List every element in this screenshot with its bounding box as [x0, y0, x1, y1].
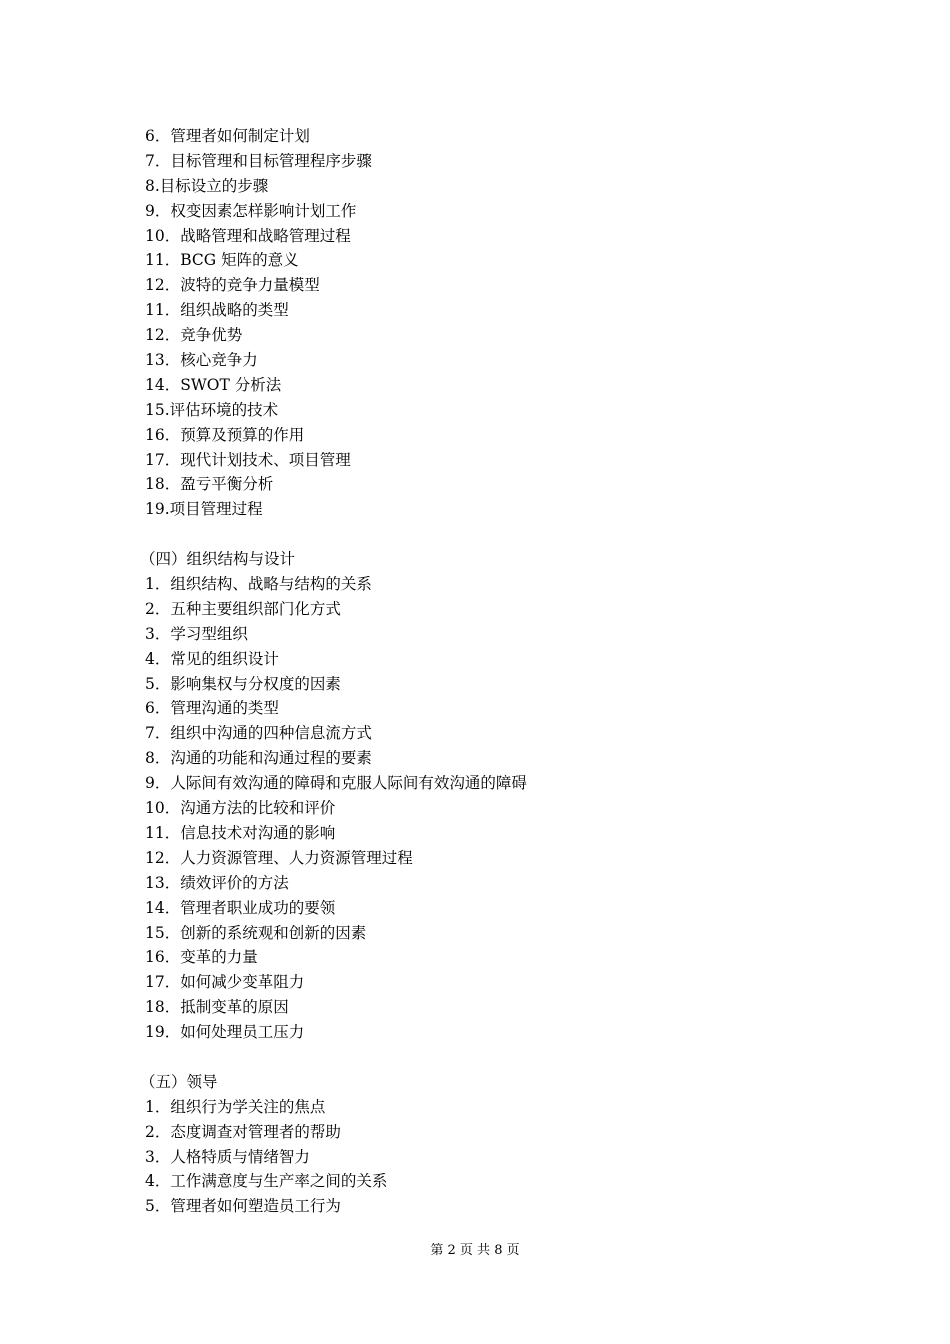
list-item: 12．波特的竞争力量模型	[145, 276, 320, 295]
blank-line	[145, 1045, 845, 1070]
list-item: 11．BCG 矩阵的意义	[145, 251, 299, 270]
list-item: 18．抵制变革的原因	[145, 998, 289, 1017]
list-item: 13．绩效评价的方法	[145, 873, 289, 892]
list-item: 7．组织中沟通的四种信息流方式	[145, 724, 372, 743]
list-item: 10．战略管理和战略管理过程	[145, 226, 351, 245]
list-item: 1．组织行为学关注的焦点	[145, 1097, 326, 1116]
list-item: 3．学习型组织	[145, 624, 248, 643]
list-item: 8.目标设立的步骤	[145, 176, 269, 195]
plan-item-list	[145, 124, 845, 522]
list-item: 15.评估环境的技术	[145, 400, 279, 419]
list-item: 8．沟通的功能和沟通过程的要素	[145, 749, 372, 768]
list-item: 10．沟通方法的比较和评价	[145, 799, 336, 818]
list-item: 6．管理者如何制定计划	[145, 127, 310, 145]
page-footer: 第 2 页 共 8 页	[430, 1243, 520, 1258]
list-item: 19.项目管理过程	[145, 500, 263, 519]
list-item: 2．五种主要组织部门化方式	[145, 599, 341, 618]
list-item: 14．管理者职业成功的要领	[145, 898, 336, 917]
list-item: 15．创新的系统观和创新的因素	[145, 923, 367, 942]
list-item: 9．人际间有效沟通的障碍和克服人际间有效沟通的障碍	[145, 774, 527, 793]
list-item: 12．竞争优势	[145, 326, 243, 345]
list-item: 3．人格特质与情绪智力	[145, 1147, 310, 1166]
section-heading-leadership: （五）领导	[140, 1072, 218, 1091]
organization-item-list	[145, 572, 845, 1045]
leadership-item-list	[145, 1095, 845, 1219]
list-item: 17．如何减少变革阻力	[145, 973, 305, 992]
list-item: 5．管理者如何塑造员工行为	[145, 1197, 341, 1216]
list-item: 9．权变因素怎样影响计划工作	[145, 201, 357, 220]
list-item: 13．核心竞争力	[145, 351, 258, 370]
list-item: 12．人力资源管理、人力资源管理过程	[145, 848, 413, 867]
list-item: 4．常见的组织设计	[145, 649, 279, 668]
list-item: 2．态度调查对管理者的帮助	[145, 1122, 341, 1141]
document-body	[140, 124, 845, 1219]
list-item: 14．SWOT 分析法	[145, 375, 282, 394]
list-item: 17．现代计划技术、项目管理	[145, 450, 351, 469]
blank-line	[145, 522, 845, 547]
list-item: 7．目标管理和目标管理程序步骤	[145, 151, 372, 170]
list-item: 16．预算及预算的作用	[145, 425, 305, 444]
list-item: 11．信息技术对沟通的影响	[145, 823, 336, 842]
list-item: 16．变革的力量	[145, 948, 258, 967]
list-item: 1．组织结构、战略与结构的关系	[145, 575, 372, 594]
list-item: 11．组织战略的类型	[145, 301, 289, 320]
section-heading-organization: （四）组织结构与设计	[140, 550, 296, 569]
list-item: 6．管理沟通的类型	[145, 699, 279, 718]
list-item: 19．如何处理员工压力	[145, 1023, 305, 1042]
list-item: 18．盈亏平衡分析	[145, 475, 274, 494]
list-item: 5．影响集权与分权度的因素	[145, 674, 341, 693]
list-item: 4．工作满意度与生产率之间的关系	[145, 1172, 388, 1191]
